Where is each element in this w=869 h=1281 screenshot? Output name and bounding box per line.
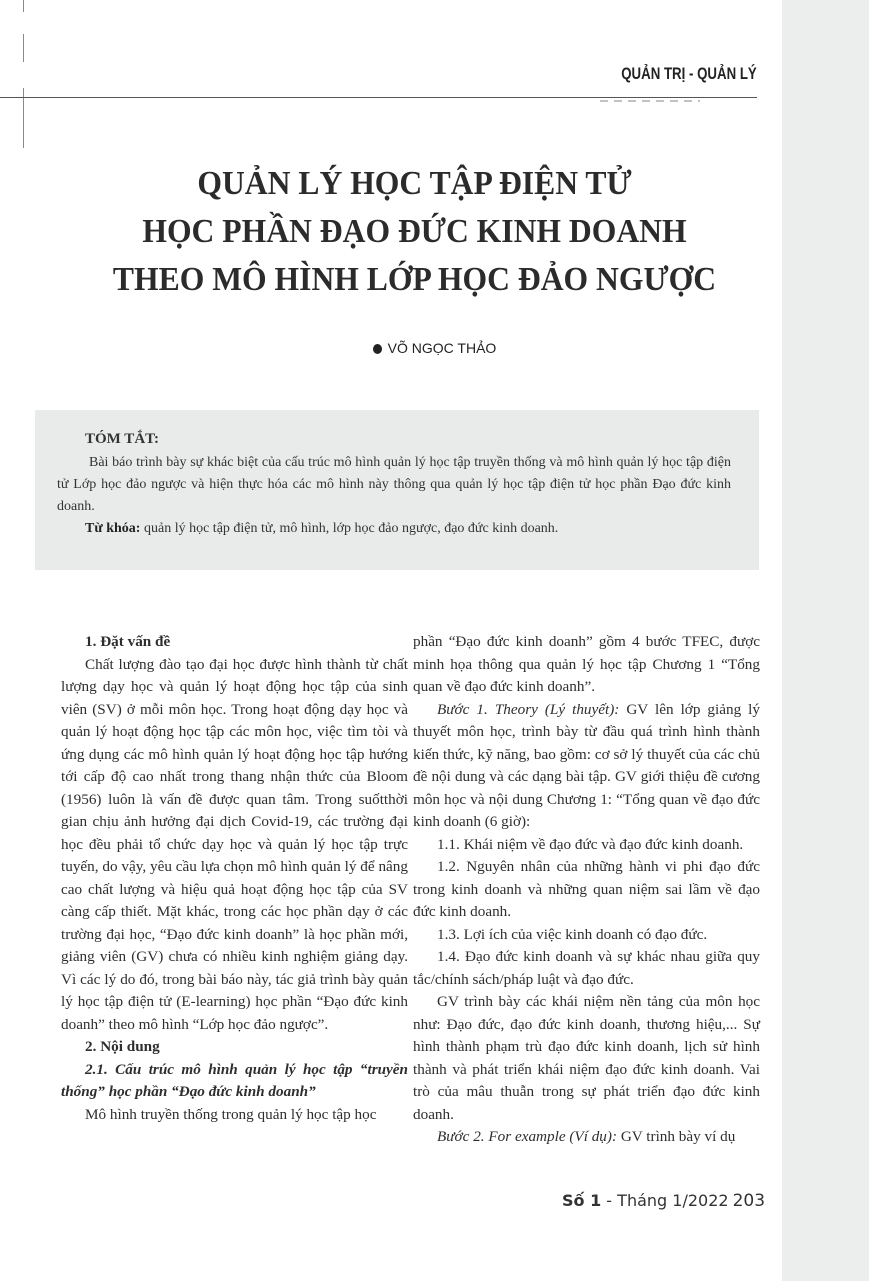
abstract-body: Bài báo trình bày sự khác biệt của cấu trúc mô hình quản lý học tập truyền thống và mô hình quản lý học tập điện tử Lớp học đảo ngược và hiện thực hóa các mô hình này thông qua quản lý học tập điện tử học phần Đạo đức kinh doanh.	[57, 455, 731, 514]
step-text: GV trình bày ví dụ	[617, 1128, 736, 1145]
footer-separator: -	[601, 1191, 618, 1210]
title-line-1: QUẢN LÝ HỌC TẬP ĐIỆN TỬ	[197, 165, 632, 202]
keywords-label: Từ khóa:	[85, 521, 141, 536]
page-number: 203	[732, 1191, 766, 1211]
step-label: Bước 2. For example (Ví dụ):	[437, 1128, 618, 1145]
list-item: 1.2. Nguyên nhân của những hành vi phi đạo đức trong kinh doanh và những quan niệm sai lầm về đạo đức kinh doanh.	[413, 858, 760, 920]
bullet-icon	[373, 344, 382, 354]
paragraph: GV trình bày các khái niệm nền tảng của môn học như: Đạo đức, đạo đức kinh doanh, thương hiệu,... Sự hình thành phạm trù đạo đức kinh doanh, lịch sử hình thành và phát triển khái niệm đạo đức kinh doanh. Vai trò của mâu thuẫn trong sự phát triển đạo đức kinh doanh.	[413, 993, 760, 1123]
list-item: 1.3. Lợi ích của việc kinh doanh có đạo đức.	[437, 925, 708, 943]
abstract-box	[35, 410, 759, 570]
title-line-3: THEO MÔ HÌNH LỚP HỌC ĐẢO NGƯỢC	[112, 261, 717, 298]
keywords-text: quản lý học tập điện tử, mô hình, lớp học đảo ngược, đạo đức kinh doanh.	[143, 521, 559, 536]
paragraph: Chất lượng đào tạo đại học được hình thành từ chất lượng dạy học và quản lý hoạt động học tập của sinh viên (SV) ở mỗi môn học. Trong hoạt động dạy học và quản lý hoạt động học tập các môn học, việc tìm tòi và ứng dụng các mô hình quản lý hoạt động học tập hướng tới cấp độ cao nhất trong thang nhận thức của Bloom (1956) luôn là vấn đề được quan tâm. Trong suốtthời gian chịu ảnh hưởng đại dịch Covid-19, các trường đại học đều phải tổ chức dạy học và quản lý học tập trực tuyến, do vậy, yêu cầu lựa chọn mô hình quản lý để nâng cao chất lượng và hiệu quả hoạt động học tập của SV càng cấp thiết. Mặt khác, trong các học phần dạy ở các trường đại học, “Đạo đức kinh doanh” là học phần mới, giảng viên (GV) chưa có nhiều kinh nghiệm giảng dạy. Vì các lý do đó, trong bài báo này, tác giả trình bày quản lý học tập điện tử (E-learning) học phần “Đạo đức kinh doanh” theo mô hình “Lớp học đảo ngược”.	[61, 655, 408, 1033]
left-column	[61, 631, 408, 1126]
paragraph: phần “Đạo đức kinh doanh” gồm 4 bước TFEC, được minh họa thông qua quản lý học tập Chương 1 “Tổng quan về đạo đức kinh doanh”.	[413, 633, 760, 695]
step-text: GV lên lớp giảng lý thuyết môn học, trình bày từ đầu quá trình hình thành kiến thức, kỹ năng, bao gồm: cơ sở lý thuyết của các chủ đề nội dung và các dạng bài tập. GV giới thiệu đề cương môn học và nội dung Chương 1: “Tổng quan về đạo đức kinh doanh (6 giờ):	[413, 700, 760, 830]
crop-mark	[23, 34, 24, 62]
right-column	[413, 631, 760, 1149]
abstract-keywords	[85, 518, 731, 540]
abstract-heading: TÓM TẮT:	[85, 431, 160, 447]
issue-label: Số 1	[562, 1191, 602, 1210]
paragraph: Mô hình truyền thống trong quản lý học tập học	[85, 1105, 377, 1123]
section-heading: 2. Nội dung	[85, 1038, 160, 1055]
section-heading: 1. Đặt vấn đề	[85, 633, 171, 650]
step-label: Bước 1. Theory (Lý thuyết):	[437, 700, 620, 718]
section-label: QUẢN TRỊ - QUẢN LÝ	[621, 64, 757, 83]
title-line-2: HỌC PHẦN ĐẠO ĐỨC KINH DOANH	[142, 213, 687, 250]
author-name: VÕ NGỌC THẢO	[387, 340, 497, 356]
subsection-heading: 2.1. Cấu trúc mô hình quản lý học tập “truyền thống” học phần “Đạo đức kinh doanh”	[61, 1060, 408, 1100]
paragraph	[413, 1126, 760, 1149]
paragraph	[413, 699, 760, 834]
list-item: 1.4. Đạo đức kinh doanh và sự khác nhau giữa quy tắc/chính sách/pháp luật và đạo đức.	[413, 948, 760, 988]
article-title	[0, 160, 869, 304]
page-footer	[562, 1191, 765, 1211]
crop-mark	[23, 0, 24, 12]
header-decoration	[600, 100, 700, 102]
header-rule	[0, 97, 757, 98]
issue-date: Tháng 1/2022	[617, 1191, 729, 1210]
list-item: 1.1. Khái niệm về đạo đức và đạo đức kinh doanh.	[437, 835, 744, 853]
author-byline	[0, 340, 869, 356]
